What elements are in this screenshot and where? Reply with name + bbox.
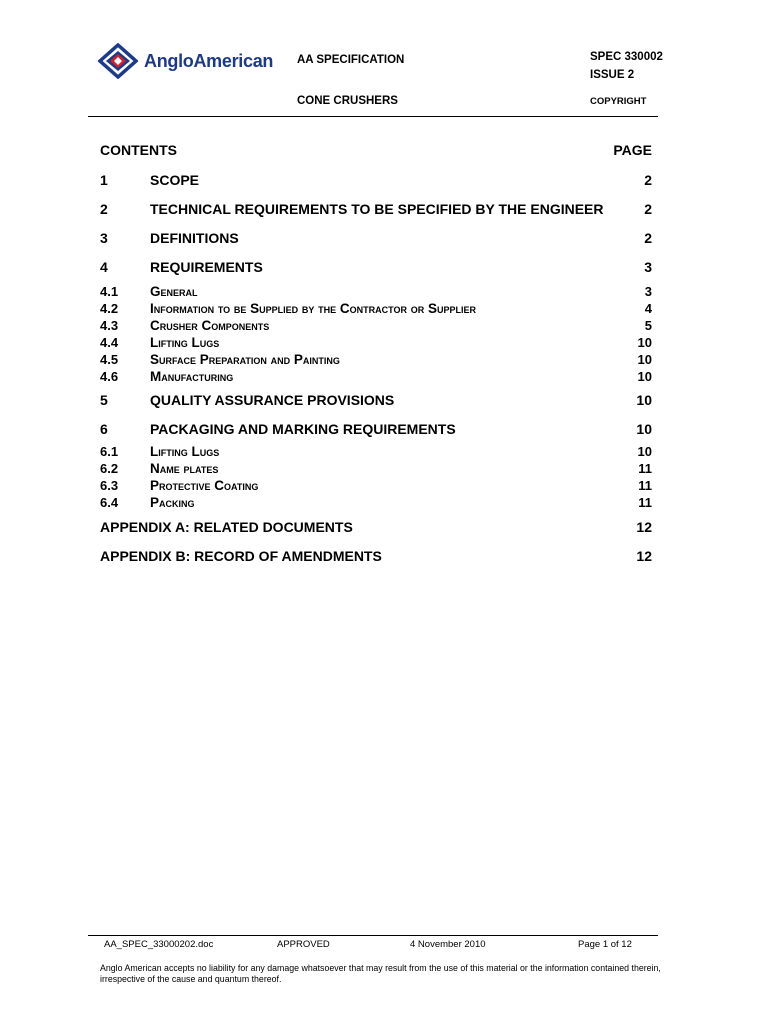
toc-entry-number: 6.2 (100, 461, 119, 476)
toc-entry-number: 4.5 (100, 352, 119, 367)
toc-entry[interactable] (100, 444, 652, 462)
toc-appendix-title: APPENDIX A: RELATED DOCUMENTS (100, 519, 353, 535)
toc-entry-page: 10 (637, 335, 652, 350)
toc-entry[interactable] (100, 335, 652, 353)
toc-entry-title: DEFINITIONS (150, 230, 239, 246)
footer-filename: AA_SPEC_33000202.doc (104, 939, 214, 950)
toc-entry-number: 1 (100, 172, 108, 188)
toc-entry-page: 11 (638, 461, 652, 476)
toc-entry[interactable] (100, 392, 652, 410)
toc-entry[interactable] (100, 369, 652, 387)
toc-entry-title: PACKAGING AND MARKING REQUIREMENTS (150, 421, 456, 437)
toc-entry-number: 4.6 (100, 369, 119, 384)
toc-entry-title: Manufacturing (150, 369, 234, 384)
page-column-heading: PAGE (613, 142, 652, 158)
toc-appendix-page: 12 (636, 548, 652, 564)
toc-appendix-title: APPENDIX B: RECORD OF AMENDMENTS (100, 548, 382, 564)
toc-entry-number: 2 (100, 201, 108, 217)
toc-entry-page: 4 (644, 301, 652, 316)
toc-entry-number: 4 (100, 259, 108, 275)
toc-entry[interactable] (100, 318, 652, 336)
contents-heading: CONTENTS (100, 142, 177, 158)
toc-entry-number: 6.3 (100, 478, 119, 493)
toc-entry-title: Information to be Supplied by the Contractor or Supplier (150, 301, 477, 316)
toc-entry[interactable] (100, 301, 652, 319)
toc-entry-title: Packing (150, 495, 195, 510)
toc-entry-title: Name plates (150, 461, 219, 476)
toc-entry[interactable] (100, 284, 652, 302)
toc-entry-page: 10 (637, 444, 652, 459)
toc-entry-title: Protective Coating (150, 478, 259, 493)
toc-entry-page: 3 (644, 259, 652, 275)
document-subject: CONE CRUSHERS (297, 95, 398, 107)
footer-date: 4 November 2010 (410, 939, 486, 950)
footer-status: APPROVED (277, 939, 330, 950)
toc-entry[interactable] (100, 478, 652, 496)
toc-entry-page: 10 (637, 352, 652, 367)
toc-entry-title: TECHNICAL REQUIREMENTS TO BE SPECIFIED BY THE ENGINEER (150, 201, 604, 217)
toc-entry-title: Lifting Lugs (150, 335, 220, 350)
toc-entry-title: REQUIREMENTS (150, 259, 263, 275)
anglo-american-logo-icon (98, 43, 138, 79)
toc-entry-page: 2 (644, 172, 652, 188)
toc-appendix-entry[interactable] (100, 519, 652, 537)
footer-page-number: Page 1 of 12 (578, 939, 632, 950)
toc-entry[interactable] (100, 461, 652, 479)
toc-entry-number: 4.4 (100, 335, 119, 350)
toc-entry-page: 10 (636, 421, 652, 437)
spec-title: AA SPECIFICATION (297, 54, 405, 66)
toc-entry[interactable] (100, 421, 652, 439)
toc-entry-title: Lifting Lugs (150, 444, 220, 459)
toc-entry-title: SCOPE (150, 172, 200, 188)
toc-entry[interactable] (100, 352, 652, 370)
toc-entry[interactable] (100, 230, 652, 248)
toc-entry-title: General (150, 284, 198, 299)
toc-entry[interactable] (100, 495, 652, 513)
toc-entry-number: 4.2 (100, 301, 119, 316)
toc-entry-page: 5 (644, 318, 652, 333)
spec-number: SPEC 330002 (590, 51, 663, 63)
toc-entry-number: 5 (100, 392, 108, 408)
toc-entry-number: 4.3 (100, 318, 119, 333)
copyright-label: COPYRIGHT (590, 96, 647, 107)
toc-entry-title: Surface Preparation and Painting (150, 352, 340, 367)
footer-disclaimer: Anglo American accepts no liability for any damage whatsoever that may result from the use of this material or the information contained therein, irrespective of the cause and quantum thereof. (100, 963, 661, 984)
toc-entry-page: 3 (644, 284, 652, 299)
toc-entry-number: 6.1 (100, 444, 119, 459)
toc-entry-page: 11 (638, 495, 652, 510)
toc-appendix-page: 12 (636, 519, 652, 535)
toc-entry-page: 10 (637, 369, 652, 384)
toc-entry-number: 6.4 (100, 495, 119, 510)
toc-entry[interactable] (100, 201, 652, 219)
footer-divider (88, 935, 658, 936)
toc-entry-number: 6 (100, 421, 108, 437)
contents-heading-row (100, 142, 652, 160)
toc-entry-page: 10 (636, 392, 652, 408)
toc-entry-title: Crusher Components (150, 318, 270, 333)
toc-appendix-entry[interactable] (100, 548, 652, 566)
page-header (0, 0, 768, 117)
toc-entry-number: 3 (100, 230, 108, 246)
logo-wordmark: AngloAmerican (144, 50, 274, 71)
issue-number: ISSUE 2 (590, 69, 635, 81)
toc-entry-title: QUALITY ASSURANCE PROVISIONS (150, 392, 395, 408)
toc-entry[interactable] (100, 259, 652, 277)
anglo-american-logo (98, 43, 273, 79)
toc-entry[interactable] (100, 172, 652, 190)
header-divider (88, 116, 658, 117)
toc-entry-page: 11 (638, 478, 652, 493)
toc-entry-page: 2 (644, 201, 652, 217)
toc-entry-number: 4.1 (100, 284, 119, 299)
toc-entry-page: 2 (644, 230, 652, 246)
